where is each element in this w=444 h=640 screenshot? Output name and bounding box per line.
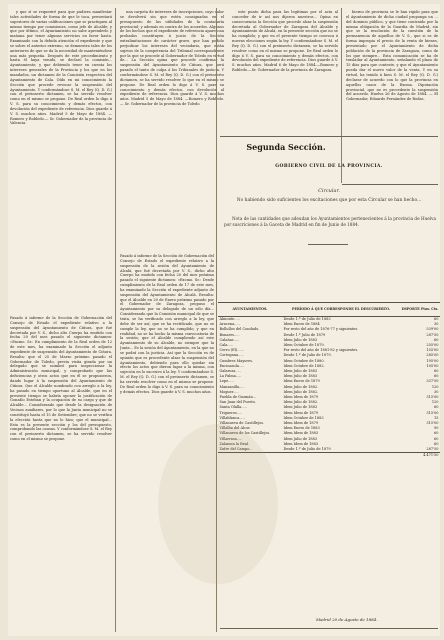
cell-ayuntamiento: Villarrasa..... [219, 436, 243, 441]
cell-ayuntamiento: Galaroza..... [219, 369, 241, 374]
header-ayuntamientos: AYUNTAMIENTOS. [218, 303, 282, 317]
total-amount: 4.471'50 [400, 453, 440, 459]
cell-ayuntamiento: Villanueva de los Castillejos. [219, 431, 271, 436]
cell-periodo: Idem Idem de 1883 [283, 441, 319, 446]
cell-ayuntamiento: Villanueva de Castillejos. [219, 421, 265, 426]
cell-periodo: Desde 1.º Julio de 1879 [283, 332, 326, 337]
cell-periodo: Idem Julio de 1883 [283, 337, 318, 342]
cell-ayuntamiento: Aracena..... [219, 322, 240, 327]
cell-periodo: Idem Julio de 1883 [283, 436, 318, 441]
cell-importe: 287'50 [426, 447, 439, 452]
cell-periodo: Idem Octubre de 1883 [283, 415, 324, 420]
cell-importe: 539'00 [426, 327, 439, 332]
cell-ayuntamiento: Almonte..... [219, 317, 240, 321]
cell-importe: 285'00 [426, 353, 439, 358]
cell-importe: 255'00 [426, 343, 439, 348]
cell-periodo: Idem Julio de 1882. [283, 400, 319, 405]
cell-importe: 60 [434, 374, 439, 379]
cell-ayuntamiento: Moguer..... [219, 389, 239, 394]
cell-periodo: Desde 1.º de Julio de 1883 [283, 317, 331, 321]
column-1-lower-text: Pasado á informe de la Sección de Gobernación del Consejo de Estado el expediente relativo a la suspensión del Ayuntamiento de Ciñura, que fué decretada por V. S., dicho alto Cuerpo ha emitido con fecha 20 del mes pasado el siguiente dictamen: «Excmo. Sr.: En cumplimiento de la Real orden de 12 de este mes, ha examinado la Sección el adjunto expediente de suspensión del Ayuntamiento de Ciñura. Resulta: que el 25 de Marzo próximo pasado el Gobernador de Toledo, previa visita girada por un delegado que se nombró para inspeccionar la Administración municipal, y comprobado que las deficiencias y otros actos que en él se propusieron, dando lugar á la suspensión del Ayuntamiento de Ciñura. Que el Alcalde nombrado con arreglo a la ley, ha pasado en tiempo oportuno al Alcalde, que en el presente tiempo se habría oponer la justificación de Gonzálo Esteban y la ocupación de su cargo y que de Alcalde... Considerando que desde la designación de Vecinos auxiliares, por lo que la Junta municipal no se constituyó hasta el 15 de Setiembre; que no se verifica la elección hasta que no lo hizo; que el municipal... Esta es la presente sección y los del presupuesto, comprobando las causas. Y conformándose S. M. el Rey con el preinserto dictamen, se ha servido resolver como en el mismo se propone. [10, 316, 112, 442]
cell-importe: 155'00 [426, 348, 439, 353]
cell-ayuntamiento: Manzanilla..... [219, 384, 245, 389]
cell-periodo: Idem Julio de 1883 [283, 405, 318, 410]
newspaper-page [8, 4, 440, 636]
cell-periodo: Por resto del año de 1881-82 y siguientes. [283, 348, 359, 353]
cell-ayuntamiento: Puebla de Guzmán... [219, 395, 257, 400]
cell-importe: 15 [434, 415, 439, 420]
cell-importe: 287'50 [426, 332, 439, 337]
cell-importe: 60 [434, 441, 439, 446]
column-1-lower [10, 316, 112, 632]
nota-paragraph: Nota de las cantidades que adeudan los Ayuntamientos pertenecientes á la provincia de Huelva por suscriciones á la Gaceta de Madrid en fin de Junio de 1884. [224, 216, 436, 227]
column-4-end-rule [342, 184, 438, 185]
column-rule-3 [341, 8, 342, 183]
column-1-text: y que sí se requeriré para que pudiera manifestar tales actividades de forma de que le toca, presentará superiores de varias calificaciones que se practiquen al mismo tiempo por comisiones, como jefe de Alcalde; y que por último, el Ayuntamiento no sabe aprenderlo y mañana por tener algunas servicios en favor hasta. Examinado con la debida atención el expediente y que se sobre el anterior extremo, se demuestra tales de los anteriores de que se da la necesidad de manteniéndose una más pequeña. Después de este procedimiento y hasta él haya venido, se declaró la comisión... Ayuntamiento; y que debiendo tener en cuenta los intereses generales de la Provincia y los que en los mandados, un dictamen de la Comisión respectiva del Ayuntamiento de Cala. Oído en mi conocimiento la Sección que procede revocar la suspensión del Ayuntamiento. Y conformándose S. M. el Rey (Q. D. G.) con el preinserto dictamen, se ha servido resolver como en el mismo se propone. De Real orden lo digo á V. S. para su conocimiento y demás efectos, con devolución del expediente de referencia. Dios guarde á V. S. muchos años. Madrid 5 de Mayo de 1884. —Romero y Robledo.— Sr. Gobernador de la provincia de Valencia. [10, 10, 112, 126]
table-end-rule [220, 628, 438, 629]
cell-periodo: Idem Enero de 1879 [283, 379, 320, 384]
cell-periodo: Idem Julio de 1882. [283, 384, 319, 389]
cell-importe: 120 [431, 400, 439, 405]
column-2-lower-text: Pasado á informe de la Sección de Gobernación del Consejo de Estado el expediente relativo a la suspensión de la sesión del Ayuntamiento de Alcalá, que fué decretada por V. S., dicho alto Cuerpo ha emitido con fecha 20 del mes próximo pasado el siguiente dictamen: «Excmo. Sr.: Desde cumplimiento de la Real orden de 17 de este mes, ha examinado la Sección el expediente adjunto de suspensión del Ayuntamiento de Alcalá. Resulta: que el Alcalde en 20 de Enero próximo pasado por el Gobernador de Zaragoza, propuso el Ayuntamiento por su delegado de un sólo día... Considerando que la Comisión municipal de que se trata, se ha verificado con arreglo a la ley, que debe de ser así; que se ha rectificado, que no se cumple la ley, que no se ha cumplido; y que en realidad, no se ha hecho la misma convocatoria de la sesión; que el Alcalde cumpliendo así este Ayuntamiento de su Alcalde, no siempre que la Junta... Es la sesión del Ayuntamiento, en la que no se podrá con la justicia. Así que la Sección es de opinión que es procedente alzar la suspensión del Ayuntamiento, debiendo para ello quedar sin efecto los actos que dieron lugar a la misma, con sujeción en lo sucesivo á la ley. Y conformándose S. M. el Rey (Q. D. G.) con el preinserto dictamen, se ha servido resolver como en el mismo se propone. De Real orden lo digo á V. S. para su conocimiento y demás efectos. Dios guarde á V. S. muchos años. [120, 254, 214, 394]
paper-stain [158, 424, 278, 584]
cell-periodo: Desde 1.º de Julio de 1879. [283, 353, 332, 358]
cell-ayuntamiento: Zalamea la Real. [219, 441, 250, 446]
debt-table [218, 302, 440, 458]
cell-ayuntamiento: Cortegana..... [219, 353, 244, 358]
header-importe: IMPORTE Ptas. Cts. [400, 303, 440, 317]
cell-importe: 315'00 [426, 395, 439, 400]
cell-periodo: Idem Julio de 1882. [283, 389, 319, 394]
table-date-line: Madrid 20 de Agosto de 1884. [316, 617, 378, 622]
circular-heading: Circular. [318, 188, 340, 194]
cell-importe: 60 [434, 431, 439, 436]
circular-subheading: No habiendo sido suficientes los excitaciones que por esta Circular se han hecho... [236, 198, 422, 203]
cell-ayuntamiento: Cumbres Mayores. [219, 358, 254, 363]
cell-importe: 60 [434, 337, 439, 342]
cell-ayuntamiento: Calañas..... [219, 337, 240, 342]
cell-periodo: Idem Octubre de 1880. [283, 358, 325, 363]
cell-periodo: Idem Octubre de 1879. [283, 343, 325, 348]
debt-table-header-row [218, 303, 440, 317]
cell-ayuntamiento: Cala..... [219, 343, 234, 348]
header-periodo: PERÍODO Á QUE CORRESPONDE EL DESCUBIERTO. [282, 303, 400, 317]
cell-periodo: Idem Octubre de 1882. [283, 363, 325, 368]
short-rule [308, 244, 348, 245]
cell-importe: 105'00 [426, 363, 439, 368]
cell-ayuntamiento: Encinasola..... [219, 363, 245, 368]
cell-periodo: Desde 1.º de Julio de 1879 [283, 447, 331, 452]
column-3 [232, 10, 338, 134]
cell-periodo: Por resto del año de 1876-77 y siguientes. [283, 327, 359, 332]
cell-ayuntamiento: Villalba del Alcor. [219, 426, 251, 431]
cell-importe: 315'00 [426, 421, 439, 426]
cell-importe: 337'50 [426, 379, 439, 384]
section-heading: Segunda Sección. [246, 142, 326, 152]
cell-ayuntamiento: Trigueros..... [219, 410, 243, 415]
column-rule-1 [115, 8, 116, 632]
column-2-text: una carpeta de intereses de inscripciones, cuyo valor se devolverá sin que estén consignadas en el presupuesto de las utilidades de la contaduría provincial; y además en contra de los acuerdos. Algunos de los hechos que el expediente de referencia aparezcan probados constituyen á juicio de la Sección extralimitaciones de carácter grave, que han podido perjudicar los intereses del vecindario, que están sujetos de la competencia del Tribunal correspondiente por la que se procede al Gobernador de Toledo en virtud de... La Sección opina que procede confirmar la suspensión del Ayuntamiento de Ciñura, que será pasado el tanto de culpa á los Tribunales de justicia. Y conformándose S. M. el Rey (Q. D. G.) con el preinserto dictamen, se ha servido resolver lo que en el mismo se propone. De Real orden lo digo á V. S. para su conocimiento y demás efectos, con devolución al expediente de referencia. Dios guarde á V. S. muchos años. Madrid 5 de Mayo de 1884. —Romero y Robledo.— Sr. Gobernador de la provincia de Toledo. [120, 10, 224, 107]
cell-importe: 30 [434, 389, 439, 394]
cell-importe: 60 [434, 317, 439, 321]
cell-importe: 120 [431, 384, 439, 389]
cell-periodo: Idem Idem de 1879 [283, 395, 319, 400]
cell-importe: 60 [434, 436, 439, 441]
column-3-text: este punto dicha para las legítimas por el acta al conceder de ir así nos dijeron nuestros... Opina en consecuencia la Sección que procede alzar la suspensión decretada al Gobernador de Zaragoza del Alcalde y Ayuntamiento de Alcalá, en la presente sección que no se ha cumplido; y que en el presente tiempo se convoca á nuevas elecciones según la ley. Y conformándose S. M. el Rey (Q. D. G.) con el preinserto dictamen, se ha servido resolver como en el mismo se propone. De Real orden lo digo á V. S. para su conocimiento y demás efectos, con devolución del expediente de referencia. Dios guarde á V. S. muchos años. Madrid 6 de Mayo de 1884.—Romero y Robledo.—Sr. Gobernador de la provincia de Zaragoza. [232, 10, 338, 73]
cell-ayuntamiento: Zufre del Campo... [219, 447, 253, 452]
gobierno-heading: GOBIERNO CIVIL DE LA PROVINCIA. [275, 164, 383, 169]
column-2 [120, 10, 224, 250]
cell-ayuntamiento: La Palma..... [219, 374, 242, 379]
cell-periodo: Idem Enero de 1884 [283, 322, 320, 327]
column-1 [10, 10, 112, 310]
cell-importe: 195'00 [426, 358, 439, 363]
cell-periodo: Idem Julio de 1883 [283, 374, 318, 379]
cell-ayuntamiento: Bollullos del Condado. [219, 327, 260, 332]
cell-ayuntamiento: San Juan del Puerto. [219, 400, 256, 405]
cell-importe: 60 [434, 369, 439, 374]
section-rule [220, 136, 438, 137]
cell-importe: 315'00 [426, 410, 439, 415]
cell-periodo: Idem Idem de 1879 [283, 410, 319, 415]
cell-periodo: Idem Enero de 1883 [283, 426, 320, 431]
cell-ayuntamiento: Bonares..... [219, 332, 240, 337]
cell-periodo: Idem Julio de 1883 [283, 369, 318, 374]
cell-importe: 60 [434, 405, 439, 410]
column-4-text: bierno de provincia se le han rigido para que el Ayuntamiento de dicha ciudad proponga un ... del dominio público, y que tiene contraído por la misma obligación de la Guardia de Madrid, sin que se la resolución de la cuestión de la permanencia de aquellos de V. S., que si es de forma impropia el precio de la venta de bienes, presentado por el Ayuntamiento de dicha población de la provincia de Zaragoza, como de los que siempre... Esta comunicación se ha de trasladar al Ayuntamiento, señalando el plazo de 15 días para que conteste, y que el Ayuntamiento pueda dar el nuevo valor de la venta. Y en su virtud, ha tenido á bien S. M. el Rey (Q. D. G.) declarar de acuerdo con lo que la provincia en aquellos casos de la Excma. Diputación provincial, que no es procedente la suspensión del acuerdo. Huelva 26 de Agosto de 1884. — El Gobernador, Eduardo Fernández de Rodas. [346, 10, 438, 102]
cell-importe: 30 [434, 322, 439, 327]
total-spacer [282, 453, 400, 459]
cell-ayuntamiento: Lepe..... [219, 379, 234, 384]
cell-periodo: Idem Idem de 1879 [283, 421, 319, 426]
cell-ayuntamiento: Cerro (El)...... [219, 348, 244, 353]
cell-periodo: Idem Idem de 1883 [283, 431, 319, 436]
column-4 [346, 10, 438, 188]
cell-importe: 90 [434, 426, 439, 431]
cell-ayuntamiento: Santa Olalla..... [219, 405, 247, 410]
cell-ayuntamiento: Villablanca..... [219, 415, 245, 420]
